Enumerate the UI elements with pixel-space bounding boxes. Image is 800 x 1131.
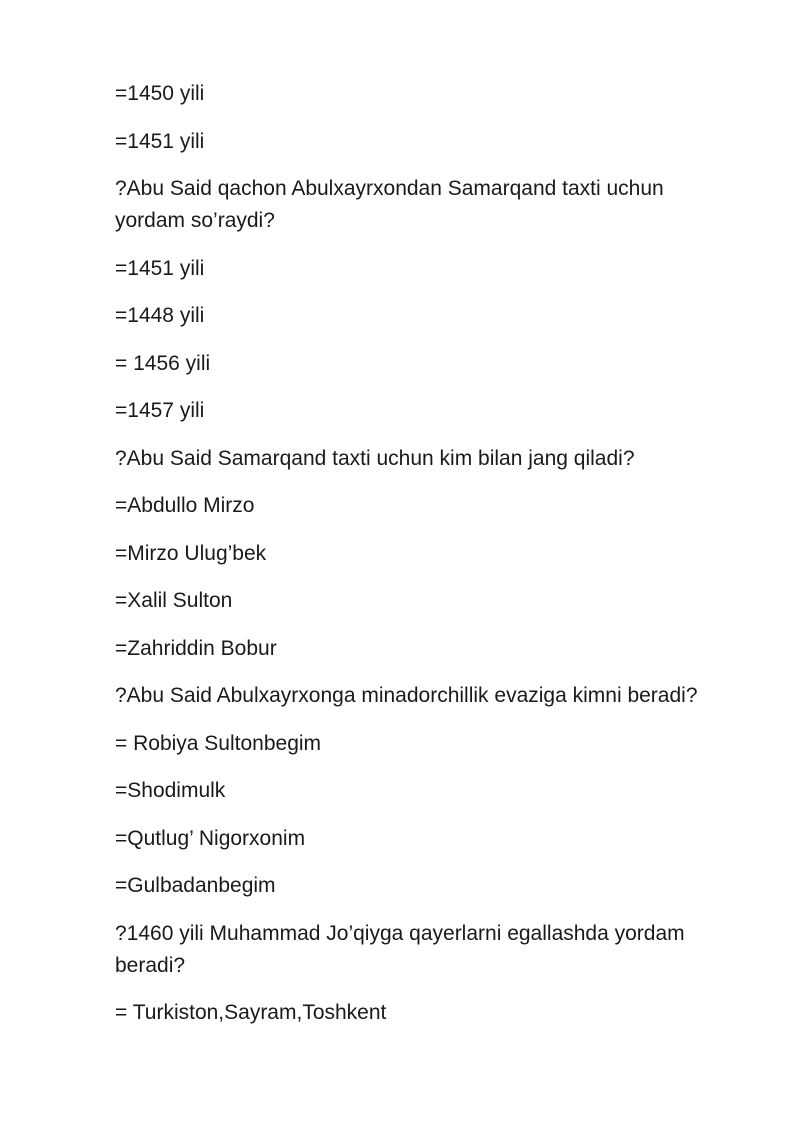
answer-option: =Xalil Sulton [115, 589, 233, 612]
answer-option: = Turkiston,Sayram,Toshkent [115, 1001, 387, 1024]
answer-option: =1450 yili [115, 82, 205, 105]
answer-option: =Qutlug’ Nigorxonim [115, 826, 306, 850]
answer-option: =1448 yili [115, 304, 205, 327]
answer-option: = Robiya Sultonbegim [115, 731, 322, 755]
document-body [115, 78, 725, 1045]
answer-option: =1451 yili [115, 129, 205, 153]
answer-option: =1457 yili [115, 399, 205, 422]
answer-option: =1451 yili [115, 256, 205, 280]
answer-option: = 1456 yili [115, 351, 211, 375]
question-text: ?Abu Said Samarqand taxti uchun kim bilan jang qiladi? [115, 446, 635, 470]
answer-option: =Zahriddin Bobur [115, 636, 277, 660]
answer-option: =Mirzo Ulug’bek [115, 541, 267, 565]
question-text: ?Abu Said qachon Abulxayrxondan Samarqand taxti uchun yordam so’raydi? [115, 177, 664, 232]
answer-option: =Shodimulk [115, 779, 226, 802]
answer-option: =Gulbadanbegim [115, 874, 276, 897]
question-text: ?1460 yili Muhammad Jo’qiyga qayerlarni egallashda yordam beradi? [115, 921, 685, 977]
question-text: ?Abu Said Abulxayrxonga minadorchillik evaziga kimni beradi? [115, 684, 698, 707]
answer-option: =Abdullo Mirzo [115, 494, 255, 517]
